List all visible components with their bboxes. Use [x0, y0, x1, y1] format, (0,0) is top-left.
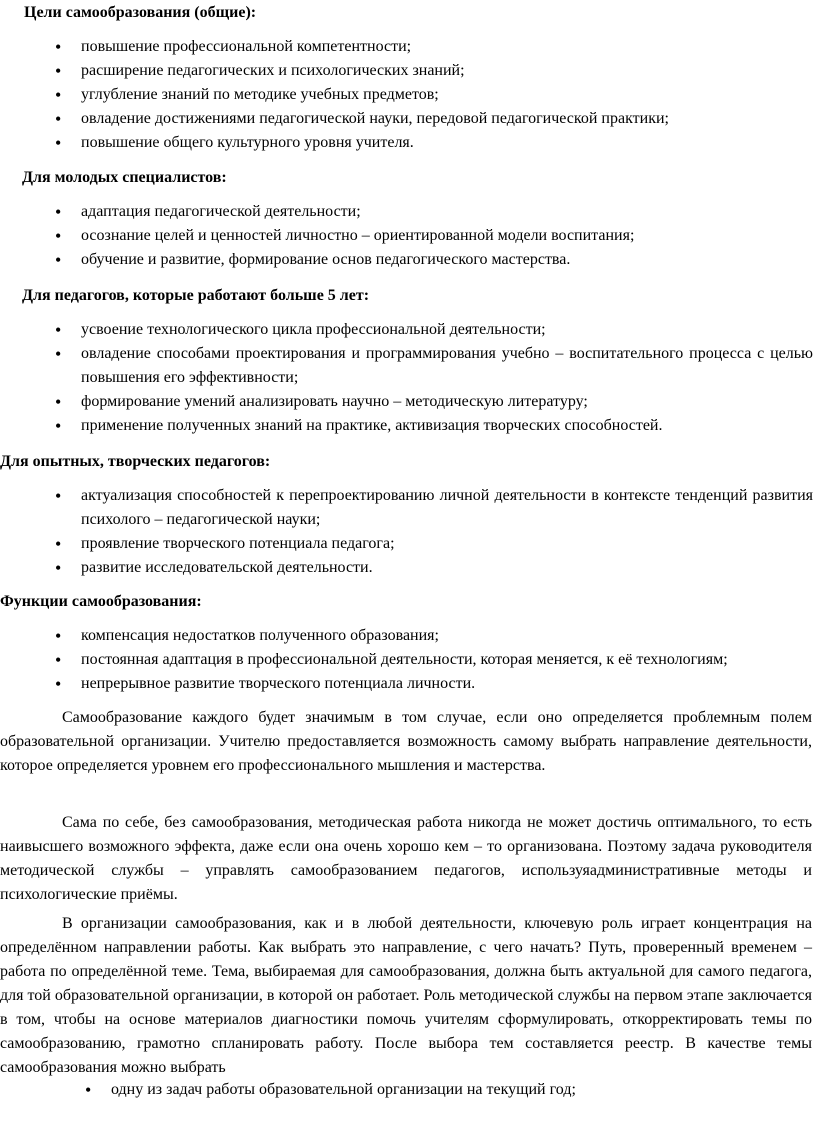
list-item: • проявление творческого потенциала педагога; — [53, 532, 813, 556]
list-item: • овладение достижениями педагогической науки, передовой педагогической практики; — [53, 107, 813, 131]
creative-teachers-heading: Для опытных, творческих педагогов: — [0, 453, 271, 470]
young-specialists-list — [53, 200, 813, 272]
list-item: • повышение профессиональной компетентности; — [53, 35, 813, 59]
list-item: • овладение способами проектирования и программирования учебно – воспитательного процесса с целью повышения его эффективности; — [53, 342, 813, 390]
creative-teachers-list — [53, 484, 813, 580]
young-specialists-heading: Для молодых специалистов: — [22, 169, 227, 186]
list-item: • осознание целей и ценностей личностно – ориентированной модели воспитания; — [53, 224, 813, 248]
functions-heading: Функции самообразования: — [0, 593, 202, 610]
list-item: • повышение общего культурного уровня учителя. — [53, 131, 813, 155]
list-item: • адаптация педагогической деятельности; — [53, 200, 813, 224]
list-item: • обучение и развитие, формирование основ педагогического мастерства. — [53, 248, 813, 272]
list-item: • актуализация способностей к перепроектированию личной деятельности в контексте тенденций развития психолого – педагогической науки; — [53, 484, 813, 532]
experienced-list — [53, 318, 813, 438]
list-item: • постоянная адаптация в профессиональной деятельности, которая меняется, к её технологиям; — [53, 648, 815, 672]
paragraph: Самообразование каждого будет значимым в том случае, если оно определяется проблемным полем образовательной организации. Учителю предоставляется возможность самому выбрать направление деятельности, которое определяется уровнем его профессионального мышления и мастерства. — [0, 709, 812, 774]
list-item: • применение полученных знаний на практике, активизация творческих способностей. — [53, 414, 813, 438]
functions-list — [53, 624, 815, 696]
list-item: • расширение педагогических и психологических знаний; — [53, 59, 813, 83]
list-item: • развитие исследовательской деятельности. — [53, 556, 813, 580]
general-goals-heading: Цели самообразования (общие): — [24, 4, 257, 21]
list-item: • компенсация недостатков полученного образования; — [53, 624, 815, 648]
list-item: • углубление знаний по методике учебных предметов; — [53, 83, 813, 107]
list-item: • усвоение технологического цикла профессиональной деятельности; — [53, 318, 813, 342]
paragraph: Сама по себе, без самообразования, методическая работа никогда не может достичь оптимального, то есть наивысшего возможного эффекта, даже если она очень хорошо кем – то организована. Поэтому задача руководителя методической службы – управлять самообразованием педагогов, используяадминистративные методы и психологические приёмы. — [0, 814, 812, 903]
topic-choices-list — [83, 1078, 813, 1102]
general-goals-list — [53, 35, 813, 155]
paragraph: В организации самообразования, как и в любой деятельности, ключевую роль играет концентрация на определённом направлении работы. Как выбрать это направление, с чего начать? Путь, проверенный временем – работа по определённой теме. Тема, выбираемая для самообразования, должна быть актуальной для самого педагога, для той образовательной организации, в которой он работает. Роль методической службы на первом этапе заключается в том, чтобы на основе материалов диагностики помочь учителям сформулировать, откорректировать темы по самообразованию, грамотно спланировать работу. После выбора тем составляется реестр. В качестве темы самообразования можно выбрать — [0, 915, 812, 1076]
list-item: • непрерывное развитие творческого потенциала личности. — [53, 672, 815, 696]
list-item: • одну из задач работы образовательной организации на текущий год; — [83, 1078, 813, 1102]
experienced-heading: Для педагогов, которые работают больше 5 лет: — [22, 287, 370, 304]
list-item: • формирование умений анализировать научно – методическую литературу; — [53, 390, 813, 414]
